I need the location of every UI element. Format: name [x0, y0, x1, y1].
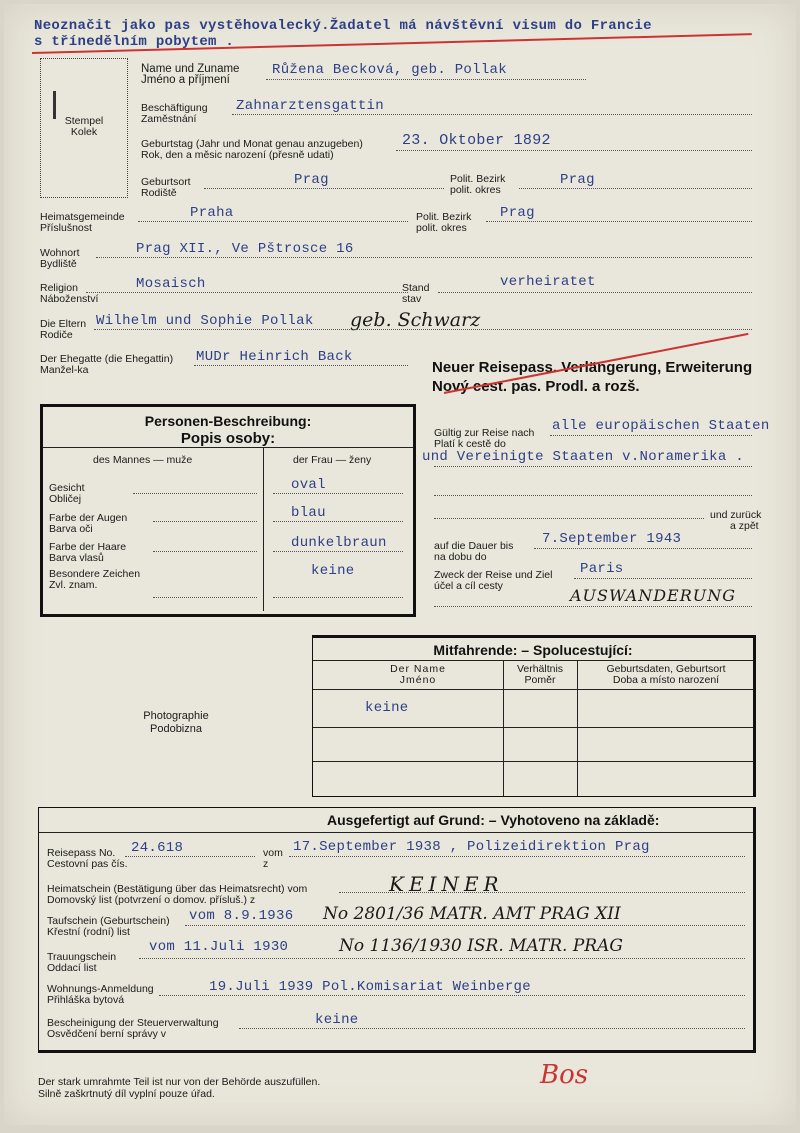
birthplace-district-label: [450, 174, 505, 196]
registration-label-cz: Přihláška bytová: [47, 994, 125, 1006]
issued-box: [38, 807, 756, 1053]
validity-label-de: Gültig zur Reise nach: [434, 427, 535, 439]
dots: [86, 292, 408, 293]
registration-label: [47, 984, 154, 1006]
heimat-label: [47, 884, 307, 906]
home-municipality-label: [40, 212, 125, 234]
description-title: [43, 413, 413, 447]
photo-label: [134, 710, 218, 736]
col-man: des Mannes — muže: [93, 454, 193, 466]
issued-title: Ausgefertigt auf Grund: – Vyhotoveno na základě:: [327, 812, 660, 828]
occupation-label: [141, 103, 208, 125]
col-divider: [503, 660, 504, 796]
dots: [153, 521, 257, 522]
religion-label-cz: Náboženství: [40, 293, 99, 305]
row-divider: [313, 727, 753, 728]
residence-label-cz: Bydliště: [40, 258, 77, 270]
companions-col3-de: Geburtsdaten, Geburtsort: [606, 663, 726, 675]
top-note-line2: s třínedělním pobytem .: [34, 34, 235, 50]
dots: [239, 1028, 745, 1029]
col-woman: der Frau — ženy: [293, 454, 372, 466]
return-label: [710, 510, 761, 532]
companions-col1: [353, 664, 483, 686]
spouse-value: MUDr Heinrich Back: [196, 349, 353, 365]
dots: [232, 114, 752, 115]
eyes-label-de: Farbe der Augen: [49, 512, 128, 524]
registration-value: 19.Juli 1939 Pol.Komisariat Weinberge: [209, 979, 531, 995]
companions-table: [312, 635, 756, 797]
residence-value: Prag XII., Ve Pštrosce 16: [136, 241, 354, 257]
ink-mark: [53, 91, 56, 119]
passport-no-label-de: Reisepass No.: [47, 847, 116, 859]
dots: [266, 79, 586, 80]
dots: [94, 329, 752, 330]
birthdate-label-de: Geburtstag (Jahr und Monat genau anzugeben): [141, 138, 363, 150]
tax-value: keine: [315, 1012, 359, 1028]
dots: [434, 518, 704, 519]
spouse-label-cz: Manžel-ka: [40, 364, 89, 376]
baptism-label-de: Taufschein (Geburtschein): [47, 915, 170, 927]
religion-value: Mosaisch: [136, 276, 206, 292]
religion-label: [40, 283, 98, 305]
companions-col3-cz: Doba a místo narození: [612, 674, 720, 686]
parents-label: [40, 319, 86, 341]
occupation-label-de: Beschäftigung: [141, 102, 208, 114]
top-note-line1: Neoznačit jako pas vystěhovalecký.Žadatel má návštěvní visum do Francie: [34, 18, 652, 34]
home-municipality-label-de: Heimatsgemeinde: [40, 211, 125, 223]
return-label-de: und zurück: [710, 509, 762, 521]
status-label-cz: stav: [402, 293, 422, 305]
passport-no-label: [47, 848, 128, 870]
footer-note: [38, 1076, 320, 1100]
red-initials: Bos: [540, 1060, 589, 1090]
dots: [434, 495, 752, 496]
passport-from-value: 17.September 1938 , Polizeidirektion Prag: [293, 839, 650, 855]
occupation-label-cz: Zaměstnání: [141, 113, 197, 125]
baptism-label-cz: Křestní (rodní) list: [47, 926, 130, 938]
birthplace-label: [141, 177, 191, 199]
desc-row-hair: [49, 542, 126, 564]
duration-label-cz: na dobu do: [434, 551, 487, 563]
heimat-value: KEINER: [389, 872, 504, 896]
passport-from-label-cz: z: [263, 858, 269, 870]
dots: [204, 188, 444, 189]
eyes-label-cz: Barva oči: [49, 523, 93, 535]
dots: [185, 925, 745, 926]
validity-value2: und Vereinigte Staaten v.Noramerika .: [422, 449, 744, 465]
dots: [138, 221, 408, 222]
name-label-de: Name und Zuname: [141, 63, 240, 75]
status-value: verheiratet: [500, 274, 596, 290]
footer-note-de: Der stark umrahmte Teil ist nur von der Behörde auszufüllen.: [38, 1076, 321, 1088]
marks-label-de: Besondere Zeichen: [49, 568, 141, 580]
duration-label: [434, 541, 513, 563]
dots: [159, 995, 745, 996]
passport-from-label-de: vom: [263, 847, 283, 859]
dots: [96, 257, 752, 258]
stamp-box: [40, 58, 128, 198]
parents-label-de: Die Eltern: [40, 318, 87, 330]
residence-label: [40, 248, 80, 270]
marks-value: keine: [311, 563, 355, 579]
birthplace-district-label-de: Polit. Bezirk: [450, 173, 506, 185]
description-title-de: Personen-Beschreibung:: [144, 413, 312, 429]
purpose-label: [434, 570, 552, 592]
stamp-label: [61, 116, 107, 138]
purpose-label-cz: účel a cíl cesty: [434, 580, 503, 592]
home-district-label: [416, 212, 471, 234]
dots: [125, 856, 255, 857]
name-value: Růžena Becková, geb. Pollak: [272, 62, 507, 78]
dots: [153, 597, 257, 598]
name-label: [141, 64, 239, 86]
home-municipality-value: Praha: [190, 205, 234, 221]
dots: [289, 856, 745, 857]
dots: [139, 958, 745, 959]
companions-col1-cz: Jméno: [399, 674, 437, 686]
birthdate-label-cz: Rok, den a měsic narození (přesně udati): [141, 149, 334, 161]
return-label-cz: a zpět: [730, 520, 759, 532]
companions-col3: [581, 664, 751, 686]
passport-from-label: [263, 848, 283, 870]
parents-handwritten: geb. Schwarz: [350, 309, 481, 331]
dots: [519, 188, 752, 189]
registration-label-de: Wohnungs-Anmeldung: [47, 983, 154, 995]
passport-no-label-cz: Cestovní pas čís.: [47, 858, 128, 870]
dots: [434, 466, 752, 467]
photo-label-cz: Podobizna: [150, 723, 202, 735]
baptism-value: vom 8.9.1936: [189, 908, 294, 924]
birthplace-district-value: Prag: [560, 172, 595, 188]
dots: [396, 150, 752, 151]
home-municipality-label-cz: Příslušnost: [40, 222, 92, 234]
face-label-cz: Obličej: [49, 493, 82, 505]
companions-col2: [505, 664, 575, 686]
face-value: oval: [291, 477, 326, 493]
dots: [133, 493, 257, 494]
description-box: [40, 404, 416, 617]
home-district-label-cz: polit. okres: [416, 222, 467, 234]
stamp-label-de: Stempel: [64, 115, 104, 127]
home-district-label-de: Polit. Bezirk: [416, 211, 472, 223]
companions-col1-de: Der Name: [390, 663, 446, 675]
dots: [534, 548, 752, 549]
eyes-value: blau: [291, 505, 326, 521]
row-divider: [313, 761, 753, 762]
dots: [486, 221, 752, 222]
residence-label-de: Wohnort: [40, 247, 80, 259]
name-label-cz: Jméno a příjmení: [141, 74, 230, 86]
marks-label-cz: Zvl. znam.: [49, 579, 98, 591]
dots: [273, 551, 403, 552]
validity-value1: alle europäischen Staaten: [552, 418, 770, 434]
row-divider: [39, 832, 753, 833]
footer-note-cz: Silně zaškrtnutý díl vyplní pouze úřad.: [38, 1088, 215, 1100]
dots: [574, 578, 752, 579]
row-divider: [313, 660, 753, 661]
row-divider: [43, 447, 413, 448]
tax-label: [47, 1018, 219, 1040]
description-title-cz: Popis osoby:: [180, 430, 276, 447]
status-label: [402, 283, 429, 305]
birthplace-label-cz: Rodiště: [141, 187, 177, 199]
passport-type-de: Neuer Reisepass. Verlängerung, Erweiterung: [432, 359, 753, 376]
birthplace-value: Prag: [294, 172, 329, 188]
religion-label-de: Religion: [40, 282, 78, 294]
desc-row-marks: [49, 569, 140, 591]
face-label-de: Gesicht: [49, 482, 85, 494]
hair-label-cz: Barva vlasů: [49, 552, 104, 564]
spouse-label-de: Der Ehegatte (die Ehegattin): [40, 353, 174, 365]
dots: [273, 521, 403, 522]
desc-row-eyes: [49, 513, 127, 535]
purpose-handwritten: AUSWANDERUNG: [570, 586, 737, 605]
tax-label-de: Bescheinigung der Steuerverwaltung: [47, 1017, 219, 1029]
dots: [153, 551, 257, 552]
passport-type-cz: Nový cest. pas. Prodl. a rozš.: [432, 378, 640, 395]
birthdate-label: [141, 139, 363, 161]
duration-value: 7.September 1943: [542, 531, 682, 547]
parents-value: Wilhelm und Sophie Pollak: [96, 313, 314, 329]
dots: [438, 292, 752, 293]
marriage-label-cz: Oddací list: [47, 962, 97, 974]
photo-label-de: Photographie: [143, 710, 209, 722]
duration-label-de: auf die Dauer bis: [434, 540, 514, 552]
tax-label-cz: Osvědčení berní správy v: [47, 1028, 167, 1040]
birthplace-label-de: Geburtsort: [141, 176, 191, 188]
row-divider: [313, 689, 753, 690]
marriage-handwritten: No 1136/1930 ISR. MATR. PRAG: [339, 936, 623, 956]
dots: [273, 597, 403, 598]
marriage-value: vom 11.Juli 1930: [149, 939, 289, 955]
desc-row-face: [49, 483, 85, 505]
birthplace-district-label-cz: polit. okres: [450, 184, 501, 196]
purpose-value: Paris: [580, 561, 624, 577]
birthdate-value: 23. Oktober 1892: [402, 132, 551, 149]
status-label-de: Stand: [402, 282, 430, 294]
dots: [273, 493, 403, 494]
hair-label-de: Farbe der Haare: [49, 541, 127, 553]
passport-no-value: 24.618: [131, 840, 184, 856]
passport-application-form: [4, 4, 796, 1125]
companions-col2-cz: Poměr: [524, 674, 556, 686]
companions-col2-de: Verhältnis: [516, 663, 564, 675]
validity-label-cz: Platí k cestě do: [434, 438, 506, 450]
col-divider: [577, 660, 578, 796]
dots: [550, 435, 752, 436]
dots: [194, 365, 408, 366]
validity-label: [434, 428, 534, 450]
dots: [434, 606, 752, 607]
hair-value: dunkelbraun: [291, 535, 387, 551]
home-district-value: Prag: [500, 205, 535, 221]
baptism-label: [47, 916, 170, 938]
stamp-label-cz: Kolek: [70, 126, 98, 138]
spouse-label: [40, 354, 173, 376]
col-divider: [263, 447, 264, 611]
parents-label-cz: Rodiče: [40, 329, 73, 341]
purpose-label-de: Zweck der Reise und Ziel: [434, 569, 553, 581]
dots: [339, 892, 745, 893]
heimat-label-de: Heimatschein (Bestätigung über das Heimatsrecht) vom: [47, 883, 308, 895]
marriage-label: [47, 952, 116, 974]
companions-title: Mitfahrende: – Spolucestující:: [433, 642, 633, 658]
occupation-value: Zahnarztensgattin: [236, 98, 384, 114]
baptism-handwritten: No 2801/36 MATR. AMT PRAG XII: [323, 904, 621, 924]
companions-value: keine: [365, 700, 409, 716]
heimat-label-cz: Domovský list (potvrzení o domov. přísluš.) z: [47, 894, 256, 906]
marriage-label-de: Trauungschein: [47, 951, 117, 963]
